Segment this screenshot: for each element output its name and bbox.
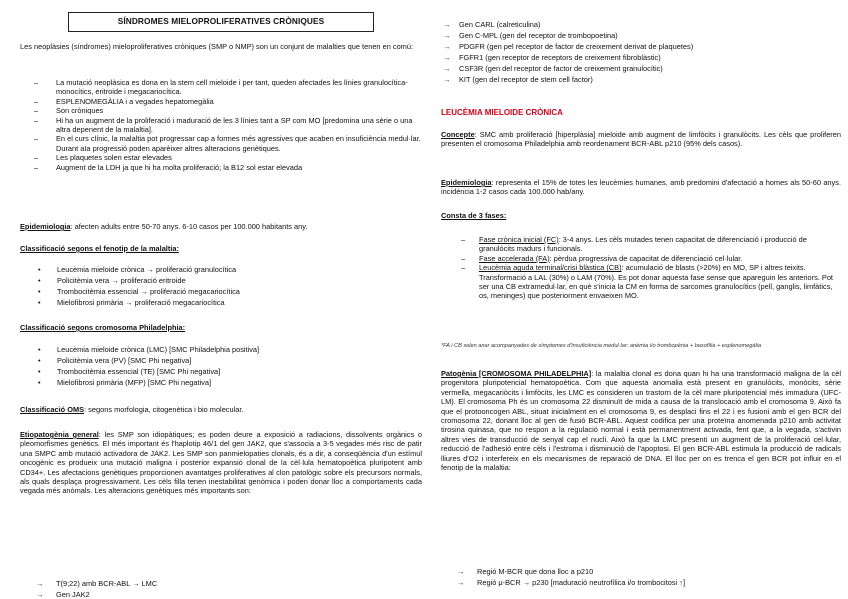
oms-text: : segons morfologia, citogenètica i bio molecular. (84, 405, 244, 414)
concept-text: : SMC amb proliferació [hiperplàsia] mieloide amb augment de limfòcits i granulòcits. Les cèls que proliferen presenten el cromosoma Philadelphia amb reordenament BCR-ABL p210 (95% dels casos). (441, 130, 841, 149)
etiopathogenesis-text: : les SMP son idiopàtiques; es poden deure a exposició a radiacions, dissolvents orgànics o pleomorfismes genètics. El més important és l'haplotip 46/1 del gen JAK2, que s'associa a 3-5 vegades més risc de patir una SMPC amb mutació activadora de JAK2. Les SMP son panmielopaties clonals, és a dir, a conseqüència d'un estímul oncogènic es produeix una mutació maligna i posterior expansió clonal de la cèl·lula hematopoètica pluripotent amb CD34+. Les afectacions genètiques proporcionen avantatges proliferatives al clon patològic sobre els precursors normals, als quals desplaça progressivament. Les cèls filla tenen inestabilitat genòmica i poden donar lloc a comportaments cada vegada més anòmals. Les alteracions genètiques més importants son: (20, 430, 422, 496)
classification-phenotype-heading: Classificació segons el fenotip de la malaltia: (20, 244, 179, 253)
pathogenesis-paragraph (441, 369, 841, 472)
epidemiology-lmc-label: Epidemiologia (441, 178, 492, 187)
list-item (441, 263, 841, 301)
list-item: → Gen CARL (calreticulina) (441, 20, 841, 29)
epidemiology-lmc-paragraph (441, 178, 841, 197)
phase-text: : acumulació de blasts (>20%) en MO, SP i altres teixits. Transformació a LAL (30%) o LAM (70%). Es pot donar aquesta fase sense que apareguin les anteriors. Pot ser una CB extramedul·lar, en què s'inicia la CM en forma de sarcomes granulocítics (pell, ganglis, limfàtics, os, meninges) que posteriorment envaeixen MO. (479, 263, 833, 301)
list-item: → CSF3R (gen del receptor de factor de creixement granulocític) (441, 64, 841, 73)
classification-phenotype-list (20, 265, 422, 309)
phase-text: : pèrdua progressiva de capacitat de diferenciació cel·lular. (549, 253, 743, 263)
bcr-regions-list (441, 567, 841, 589)
oms-label: Classificació OMS (20, 405, 85, 414)
list-item: – En el curs clínic, la malaltia pot progressar cap a formes més agressives que acaben en insuficiència medul·lar. Durant aIa progressió poden aparèixer altres alteracions genètiques. (20, 134, 422, 153)
pathogenesis-text: : la malaltia clonal es dona quan hi ha una transformació maligna de la cèl progenitora pluripotencial hematopoètica. Com que aquesta anomalia està present en granulòcits, monòcits, sèrie vermella, megacariòcits i limfòcits, les LMC es consideren un trastorn de la cèl mare pluripotencial més immadura (UFC-LM). El cromosoma Ph és un cromosoma 22 disminuït de mida a causa de la translocació amb el cromosoma 9. Això fa que el protooncogen ABL, situat inicialment en el cromosoma 9, es desplaci fins el 22 i es fusioni amb el gen BCR del cromosoma 22, donant lloc al gen de fusió BCR-ABL. Aquest codifica per una proteïna anomenada p210 amb activitat tirosina quinasa, que no respon a la regulació normal i està permanentment activada, fent que, a la vegada, s'activin altres vies de transducció de senyal cap el nucli. Això fa que la LMC presenti un augment de la proliferació cel·lular, reducció de l'adhesió entre cèls i l'estroma i disminució de l'apoptosi. El gen BCR-ABL estimula la producció de radicals lliures d'O2 i interfereix en els mecanismes de reparació de DNA. El lloc per on es trenca el gen BCR pot influir en el fenotip de la malaltia: (441, 369, 841, 473)
list-item: • Policitèmia vera (PV) [SMC Phi negativa] (20, 356, 422, 365)
list-item: → FGFR1 (gen receptor de receptors de creixement fibroblàstic) (441, 53, 841, 62)
footnote: *FA i CB solen anar acompanyades de símptomes d'insuficiència medul·lar: anèmia i/o trombopènia + basofília + esplenomegàlia (441, 343, 762, 349)
list-item: • Trombocitèmia essencial → proliferació megacariocítica (20, 287, 422, 296)
list-item: → Gen C-MPL (gen del receptor de trombopoetina) (441, 31, 841, 40)
list-item: • Mielofibrosi primària → proliferació megacariocítica (20, 298, 422, 307)
epidemiology-lmc-text: : representa el 15% de totes les leucèmies humanes, amb predomini d'afectació a homes als 50-60 anys. incidència 1-2 casos cada 100.000 hab/any. (441, 178, 841, 197)
concept-paragraph (441, 130, 841, 149)
phase-text: : 3-4 anys. Les cèls mutades tenen capacitat de diferenciació i producció de granulòcits madurs i funcionals. (479, 235, 807, 254)
phase-label: Fase crònica inicial (FC) (479, 235, 559, 244)
list-item (441, 254, 841, 263)
list-item: – La mutació neoplàsica es dona en la stem cell mieloide i per tant, queden afectades les línies granulocítica-monocítics, eritroide i megacariocítica. (20, 78, 422, 97)
epidemiology-paragraph (20, 222, 422, 231)
concept-label: Concepte (441, 130, 475, 139)
list-item: – Hi ha un augment de la proliferació i maduració de les 3 línies tant a SP com MO [predomina una sèrie o una altra depenent de la malaltia]. (20, 116, 422, 135)
features-list (20, 78, 422, 172)
list-item: → Regió μ-BCR → p230 [maduració neutrofílica i/o trombocitosi ↑] (441, 578, 841, 587)
phases-heading: Consta de 3 fases: (441, 211, 507, 220)
intro-paragraph: Les neoplàsies (síndromes) mieloproliferatives cròniques (SMP o NMP) son un conjunt de malalties que tenen en comú: (20, 42, 413, 51)
list-item: • Trombocitèmia essencial (TE) [SMC Phi negativa] (20, 367, 422, 376)
page-title: SÍNDROMES MIELOPROLIFERATIVES CRÒNIQUES (68, 12, 374, 32)
classification-philadelphia-heading: Classificació segons cromosoma Philadelphia: (20, 323, 186, 332)
list-item: → PDGFR (gen pel receptor de factor de creixement derivat de plaquetes) (441, 42, 841, 51)
list-item: – Les plaquetes solen estar elevades (20, 153, 422, 162)
list-item: → T(9;22) amb BCR-ABL → LMC (20, 579, 422, 588)
list-item: → KIT (gen del receptor de stem cell factor) (441, 75, 841, 84)
section-title-lmc: LEUCÈMIA MIELOIDE CRÒNICA (441, 108, 563, 117)
phase-label: Fase accelerada (FA) (479, 253, 550, 263)
etiopathogenesis-paragraph (20, 430, 422, 496)
list-item: – Son cròniques (20, 106, 422, 115)
list-item: • Policitèmia vera → proliferació eritroide (20, 276, 422, 285)
oms-paragraph (20, 405, 422, 414)
phase-label: Leucèmia aguda terminal/crisi blàstica (CB) (479, 263, 622, 273)
list-item: • Mielofibrosi primària (MFP) [SMC Phi negativa] (20, 378, 422, 387)
list-item: – Augment de la LDH ja que hi ha molta proliferació; la B12 sol estar elevada (20, 163, 422, 172)
list-item: – ESPLENOMEGÀLIA i a vegades hepatomegàlia (20, 97, 422, 106)
etiopathogenesis-label: Etiopatogènia general (20, 430, 99, 439)
genes-list-right (441, 20, 841, 86)
list-item: • Leucèmia mieloide crònica (LMC) [SMC Philadelphia positiva] (20, 345, 422, 354)
list-item: → Gen JAK2 (20, 590, 422, 599)
epidemiology-text: : afecten adults entre 50-70 anys. 6-10 casos per 100.000 habitants any. (70, 222, 308, 231)
epidemiology-label: Epidemiologia (20, 222, 71, 231)
list-item (441, 235, 841, 254)
classification-philadelphia-list (20, 345, 422, 389)
list-item: → Regió M-BCR que dona lloc a p210 (441, 567, 841, 576)
genes-list-left (20, 579, 422, 599)
list-item: • Leucèmia mieloide crònica → proliferació granulocítica (20, 265, 422, 274)
phases-list (441, 235, 841, 301)
pathogenesis-label: Patogènia [CROMOSOMA PHILADELPHIA] (441, 369, 592, 378)
